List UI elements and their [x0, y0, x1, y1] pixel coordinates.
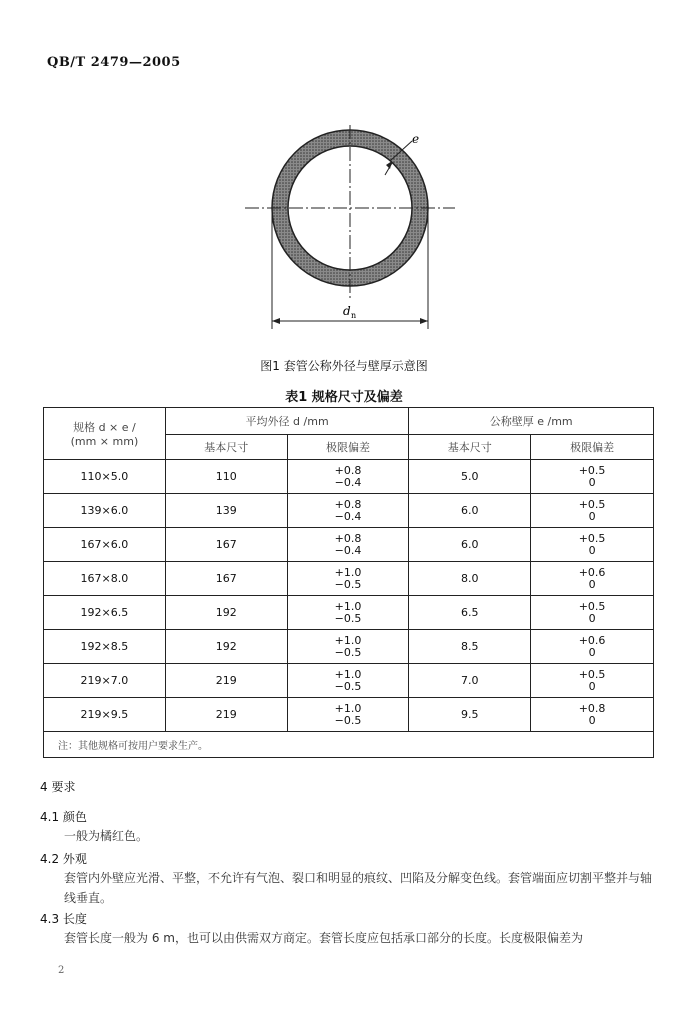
table-row — [44, 528, 654, 562]
wall-dev-lower: 0 — [588, 611, 596, 625]
wall-deviation-cell — [531, 528, 654, 562]
wall-basic-size-header: 基本尺寸 — [409, 435, 531, 460]
od-dev-upper: +1.0 — [334, 701, 362, 715]
table-caption: 表1 规格尺寸及偏差 — [285, 390, 403, 405]
section-4-heading: 4 要求 — [40, 780, 76, 794]
od-dev-lower: −0.4 — [334, 509, 362, 523]
od-limit-deviation-header: 极限偏差 — [287, 435, 409, 460]
table-row — [44, 596, 654, 630]
spec-table — [43, 407, 654, 758]
dimension-arrow-right — [420, 318, 428, 324]
od-cell: 219 — [165, 664, 287, 698]
spec-cell: 192×6.5 — [44, 596, 166, 630]
od-deviation-cell — [287, 698, 409, 732]
od-dev-upper: +0.8 — [334, 497, 362, 511]
wall-deviation-cell — [531, 460, 654, 494]
spec-cell: 139×6.0 — [44, 494, 166, 528]
wall-dev-upper: +0.5 — [578, 599, 606, 613]
wall-dev-lower: 0 — [588, 543, 596, 557]
od-dev-upper: +1.0 — [334, 565, 362, 579]
od-deviation-cell — [287, 596, 409, 630]
page-number: 2 — [58, 965, 65, 976]
section-4-2-text: 套管内外壁应光滑、平整，不允许有气泡、裂口和明显的痕纹、凹陷及分解变色线。套管端面应切割平整并与轴线垂直。 — [64, 871, 653, 905]
wall-cell: 7.0 — [409, 664, 531, 698]
wall-deviation-cell — [531, 630, 654, 664]
od-dev-lower: −0.5 — [334, 713, 362, 727]
wall-cell: 8.0 — [409, 562, 531, 596]
wall-dev-lower: 0 — [588, 679, 596, 693]
table-row — [44, 460, 654, 494]
figure-caption: 图1 套管公称外径与壁厚示意图 — [260, 359, 428, 373]
wall-deviation-cell — [531, 494, 654, 528]
table-note: 注：其他规格可按用户要求生产。 — [44, 732, 654, 758]
table-row — [44, 698, 654, 732]
od-dev-upper: +1.0 — [334, 633, 362, 647]
diameter-label: d — [343, 304, 351, 318]
od-deviation-cell — [287, 528, 409, 562]
table-row — [44, 562, 654, 596]
od-cell: 219 — [165, 698, 287, 732]
wall-cell: 6.0 — [409, 494, 531, 528]
spec-header-line2: (mm × mm) — [70, 435, 139, 448]
wall-cell: 6.0 — [409, 528, 531, 562]
spec-column-header — [44, 408, 166, 460]
outer-diameter-group-header: 平均外径 d /mm — [165, 408, 409, 435]
od-dev-lower: −0.5 — [334, 645, 362, 659]
od-dev-lower: −0.5 — [334, 577, 362, 591]
spec-header-line1: 规格 d × e / — [73, 421, 136, 434]
spec-cell: 192×8.5 — [44, 630, 166, 664]
table-header-row — [44, 408, 654, 435]
pipe-cross-section-diagram — [240, 125, 460, 340]
dimension-arrow-left — [272, 318, 280, 324]
wall-dev-upper: +0.5 — [578, 463, 606, 477]
od-dev-lower: −0.5 — [334, 611, 362, 625]
section-4-3-text: 套管长度一般为 6 m，也可以由供需双方商定。套管长度应包括承口部分的长度。长度极限偏差为 — [64, 931, 583, 945]
spec-cell: 219×7.0 — [44, 664, 166, 698]
od-cell: 167 — [165, 562, 287, 596]
wall-dev-lower: 0 — [588, 577, 596, 591]
spec-cell: 110×5.0 — [44, 460, 166, 494]
od-cell: 139 — [165, 494, 287, 528]
od-basic-size-header: 基本尺寸 — [165, 435, 287, 460]
wall-cell: 5.0 — [409, 460, 531, 494]
spec-cell: 167×8.0 — [44, 562, 166, 596]
od-dev-upper: +0.8 — [334, 463, 362, 477]
wall-thickness-label: e — [412, 132, 420, 146]
wall-deviation-cell — [531, 562, 654, 596]
section-4-1-text: 一般为橘红色。 — [64, 829, 149, 843]
od-dev-lower: −0.4 — [334, 543, 362, 557]
od-cell: 110 — [165, 460, 287, 494]
pipe-cross-section-figure — [240, 125, 460, 340]
od-deviation-cell — [287, 562, 409, 596]
wall-dev-upper: +0.8 — [578, 701, 606, 715]
od-deviation-cell — [287, 664, 409, 698]
wall-dev-lower: 0 — [588, 645, 596, 659]
od-dev-lower: −0.4 — [334, 475, 362, 489]
standard-code-header: QB/T 2479—2005 — [47, 55, 181, 70]
od-deviation-cell — [287, 460, 409, 494]
wall-dev-upper: +0.6 — [578, 565, 606, 579]
wall-dev-lower: 0 — [588, 475, 596, 489]
od-cell: 167 — [165, 528, 287, 562]
wall-deviation-cell — [531, 698, 654, 732]
spec-cell: 219×9.5 — [44, 698, 166, 732]
wall-cell: 9.5 — [409, 698, 531, 732]
od-cell: 192 — [165, 630, 287, 664]
table-row — [44, 494, 654, 528]
od-dev-upper: +1.0 — [334, 667, 362, 681]
wall-dev-upper: +0.5 — [578, 531, 606, 545]
od-deviation-cell — [287, 494, 409, 528]
wall-dev-upper: +0.6 — [578, 633, 606, 647]
wall-cell: 8.5 — [409, 630, 531, 664]
spec-cell: 167×6.0 — [44, 528, 166, 562]
od-cell: 192 — [165, 596, 287, 630]
table-row — [44, 630, 654, 664]
wall-deviation-cell — [531, 596, 654, 630]
wall-dev-lower: 0 — [588, 509, 596, 523]
wall-cell: 6.5 — [409, 596, 531, 630]
diameter-label-subscript: n — [351, 311, 357, 320]
od-dev-lower: −0.5 — [334, 679, 362, 693]
od-dev-upper: +1.0 — [334, 599, 362, 613]
wall-thickness-group-header: 公称壁厚 e /mm — [409, 408, 654, 435]
table-row — [44, 664, 654, 698]
table-note-row — [44, 732, 654, 758]
wall-dev-upper: +0.5 — [578, 667, 606, 681]
od-deviation-cell — [287, 630, 409, 664]
wall-dev-upper: +0.5 — [578, 497, 606, 511]
wall-dev-lower: 0 — [588, 713, 596, 727]
od-dev-upper: +0.8 — [334, 531, 362, 545]
section-4-3-heading: 4.3 长度 — [40, 912, 87, 926]
section-4-2-heading: 4.2 外观 — [40, 852, 87, 866]
wall-deviation-cell — [531, 664, 654, 698]
wall-limit-deviation-header: 极限偏差 — [531, 435, 654, 460]
section-4-1-heading: 4.1 颜色 — [40, 810, 87, 824]
